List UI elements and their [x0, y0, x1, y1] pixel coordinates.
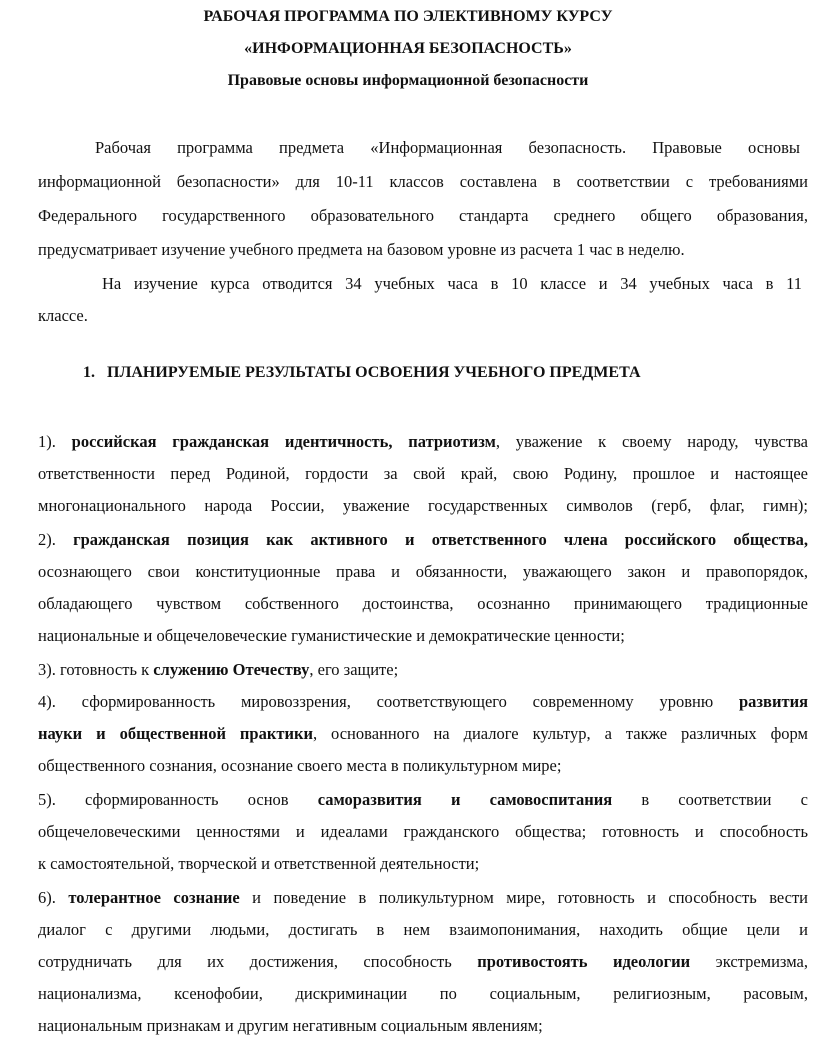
list-item-line: осознающего свои конституционные права и обязанности, уважающего закон и правопорядок, [38, 562, 808, 581]
list-item-line: общественного сознания, осознание своего места в поликультурном мире; [38, 756, 562, 775]
section-number: 1. [83, 364, 95, 381]
course-subtitle: Правовые основы информационной безопасности [227, 72, 589, 89]
intro-line: Федерального государственного образовательного стандарта среднего общего образования, [38, 206, 808, 225]
list-item-line: 4). сформированность мировоззрения, соответствующего современному уровню развития [38, 692, 808, 711]
intro-line: информационной безопасности» для 10-11 классов составлена в соответствии с требованиями [38, 172, 808, 191]
list-item-line: диалог с другими людьми, достигать в нем взаимопонимания, находить общие цели и [38, 920, 808, 939]
list-item-line: 3). готовность к служению Отечеству, его защите; [38, 660, 399, 679]
list-item-line: национализма, ксенофобии, дискриминации по социальным, религиозным, расовым, [38, 984, 808, 1003]
list-item-line: 5). сформированность основ саморазвития и самовоспитания в соответствии с [38, 790, 808, 809]
intro-line: предусматривает изучение учебного предмета на базовом уровне из расчета 1 час в неделю. [38, 240, 685, 259]
list-item-line: 2). гражданская позиция как активного и ответственного члена российского общества, [38, 530, 808, 549]
section-heading [83, 364, 641, 382]
list-item-line: сотрудничать для их достижения, способность противостоять идеологии экстремизма, [38, 952, 808, 971]
list-item-line: к самостоятельной, творческой и ответственной деятельности; [38, 854, 480, 873]
list-item-line: национальным признакам и другим негативным социальным явлениям; [38, 1016, 543, 1035]
intro-line: Рабочая программа предмета «Информационная безопасность. Правовые основы [95, 138, 800, 157]
course-title: «ИНФОРМАЦИОННАЯ БЕЗОПАСНОСТЬ» [244, 40, 572, 57]
list-item-line: науки и общественной практики, основанного на диалоге культур, а также различных форм [38, 724, 808, 743]
section-title: ПЛАНИРУЕМЫЕ РЕЗУЛЬТАТЫ ОСВОЕНИЯ УЧЕБНОГО ПРЕДМЕТА [107, 364, 641, 381]
list-item-line: общечеловеческими ценностями и идеалами гражданского общества; готовность и способность [38, 822, 808, 841]
list-item-line: многонационального народа России, уважение государственных символов (герб, флаг, гимн); [38, 496, 808, 515]
list-item-line: обладающего чувством собственного достоинства, осознанно принимающего традиционные [38, 594, 808, 613]
list-item-line: национальные и общечеловеческие гуманистические и демократические ценности; [38, 626, 625, 645]
list-item-line: 1). российская гражданская идентичность, патриотизм, уважение к своему народу, чувства [38, 432, 808, 451]
list-item-line: ответственности перед Родиной, гордости за свой край, свою Родину, прошлое и настоящее [38, 464, 808, 483]
document-title: РАБОЧАЯ ПРОГРАММА ПО ЭЛЕКТИВНОМУ КУРСУ [203, 8, 613, 25]
intro-line: На изучение курса отводится 34 учебных часа в 10 классе и 34 учебных часа в 11 [102, 274, 802, 293]
intro-line: классе. [38, 306, 88, 325]
list-item-line: 6). толерантное сознание и поведение в поликультурном мире, готовность и способность вести [38, 888, 808, 907]
